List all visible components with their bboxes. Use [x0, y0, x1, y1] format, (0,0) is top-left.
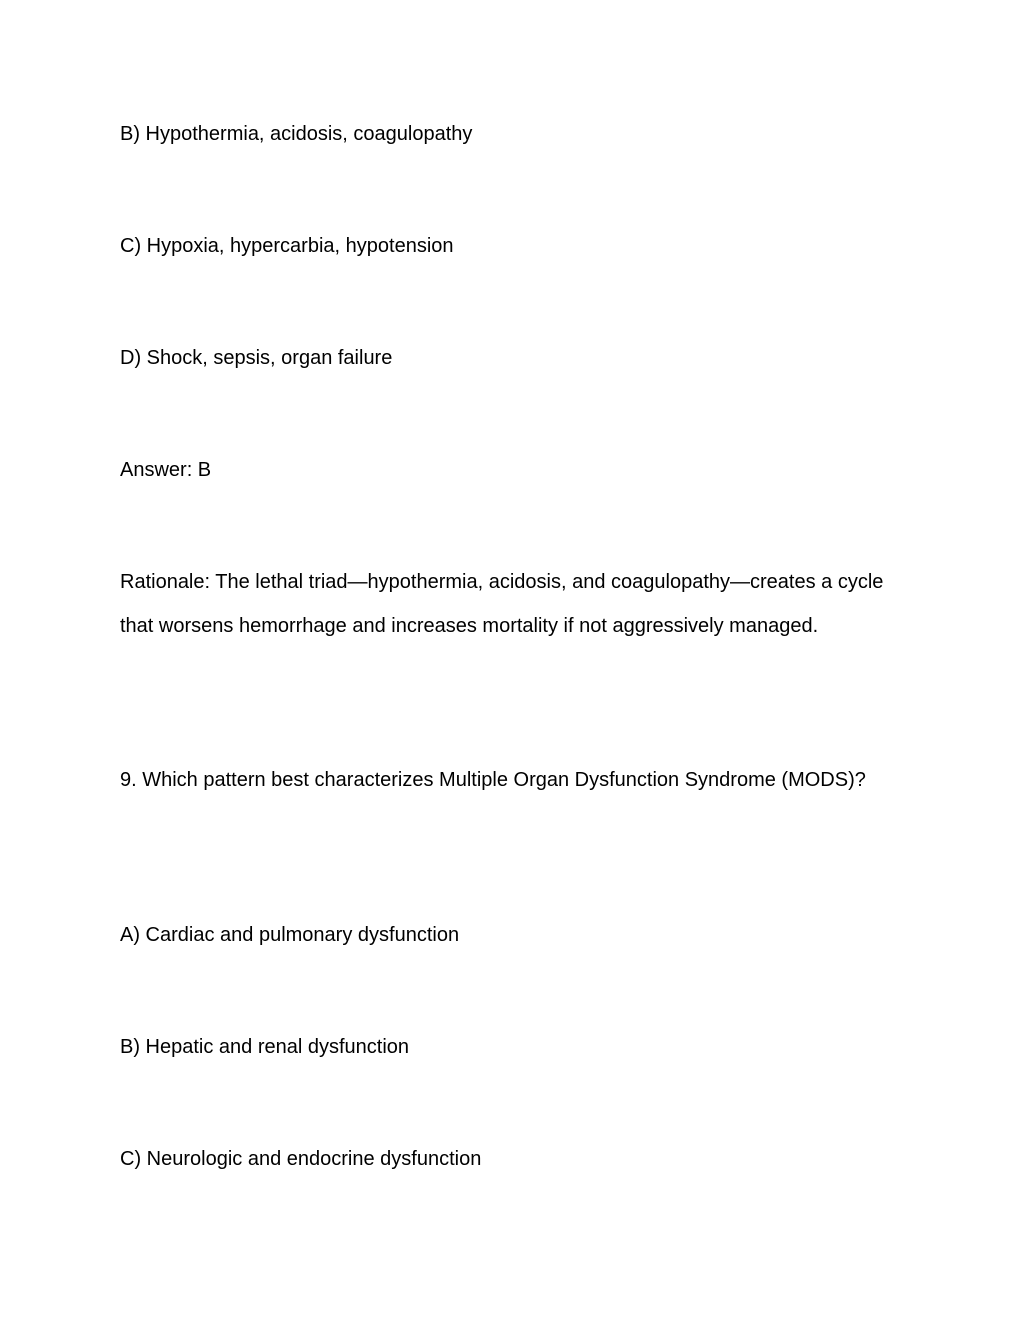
- q9-option-a-text: A) Cardiac and pulmonary dysfunction: [120, 924, 460, 946]
- answer-text: Answer: B: [120, 459, 212, 481]
- question-9-text: 9. Which pattern best characterizes Multiple Organ Dysfunction Syndrome (MODS)?: [120, 769, 866, 791]
- q9-option-b-text: B) Hepatic and renal dysfunction: [120, 1036, 410, 1058]
- option-b-text: B) Hypothermia, acidosis, coagulopathy: [120, 123, 473, 145]
- q9-option-c-text: C) Neurologic and endocrine dysfunction: [120, 1148, 482, 1170]
- option-c-text: C) Hypoxia, hypercarbia, hypotension: [120, 235, 454, 257]
- option-d-text: D) Shock, sepsis, organ failure: [120, 347, 393, 369]
- rationale-paragraph: Rationale: The lethal triad—hypothermia, acidosis, and coagulopathy—creates a cycle that worsens hemorrhage and increases mortality if not aggressively managed.: [120, 571, 884, 637]
